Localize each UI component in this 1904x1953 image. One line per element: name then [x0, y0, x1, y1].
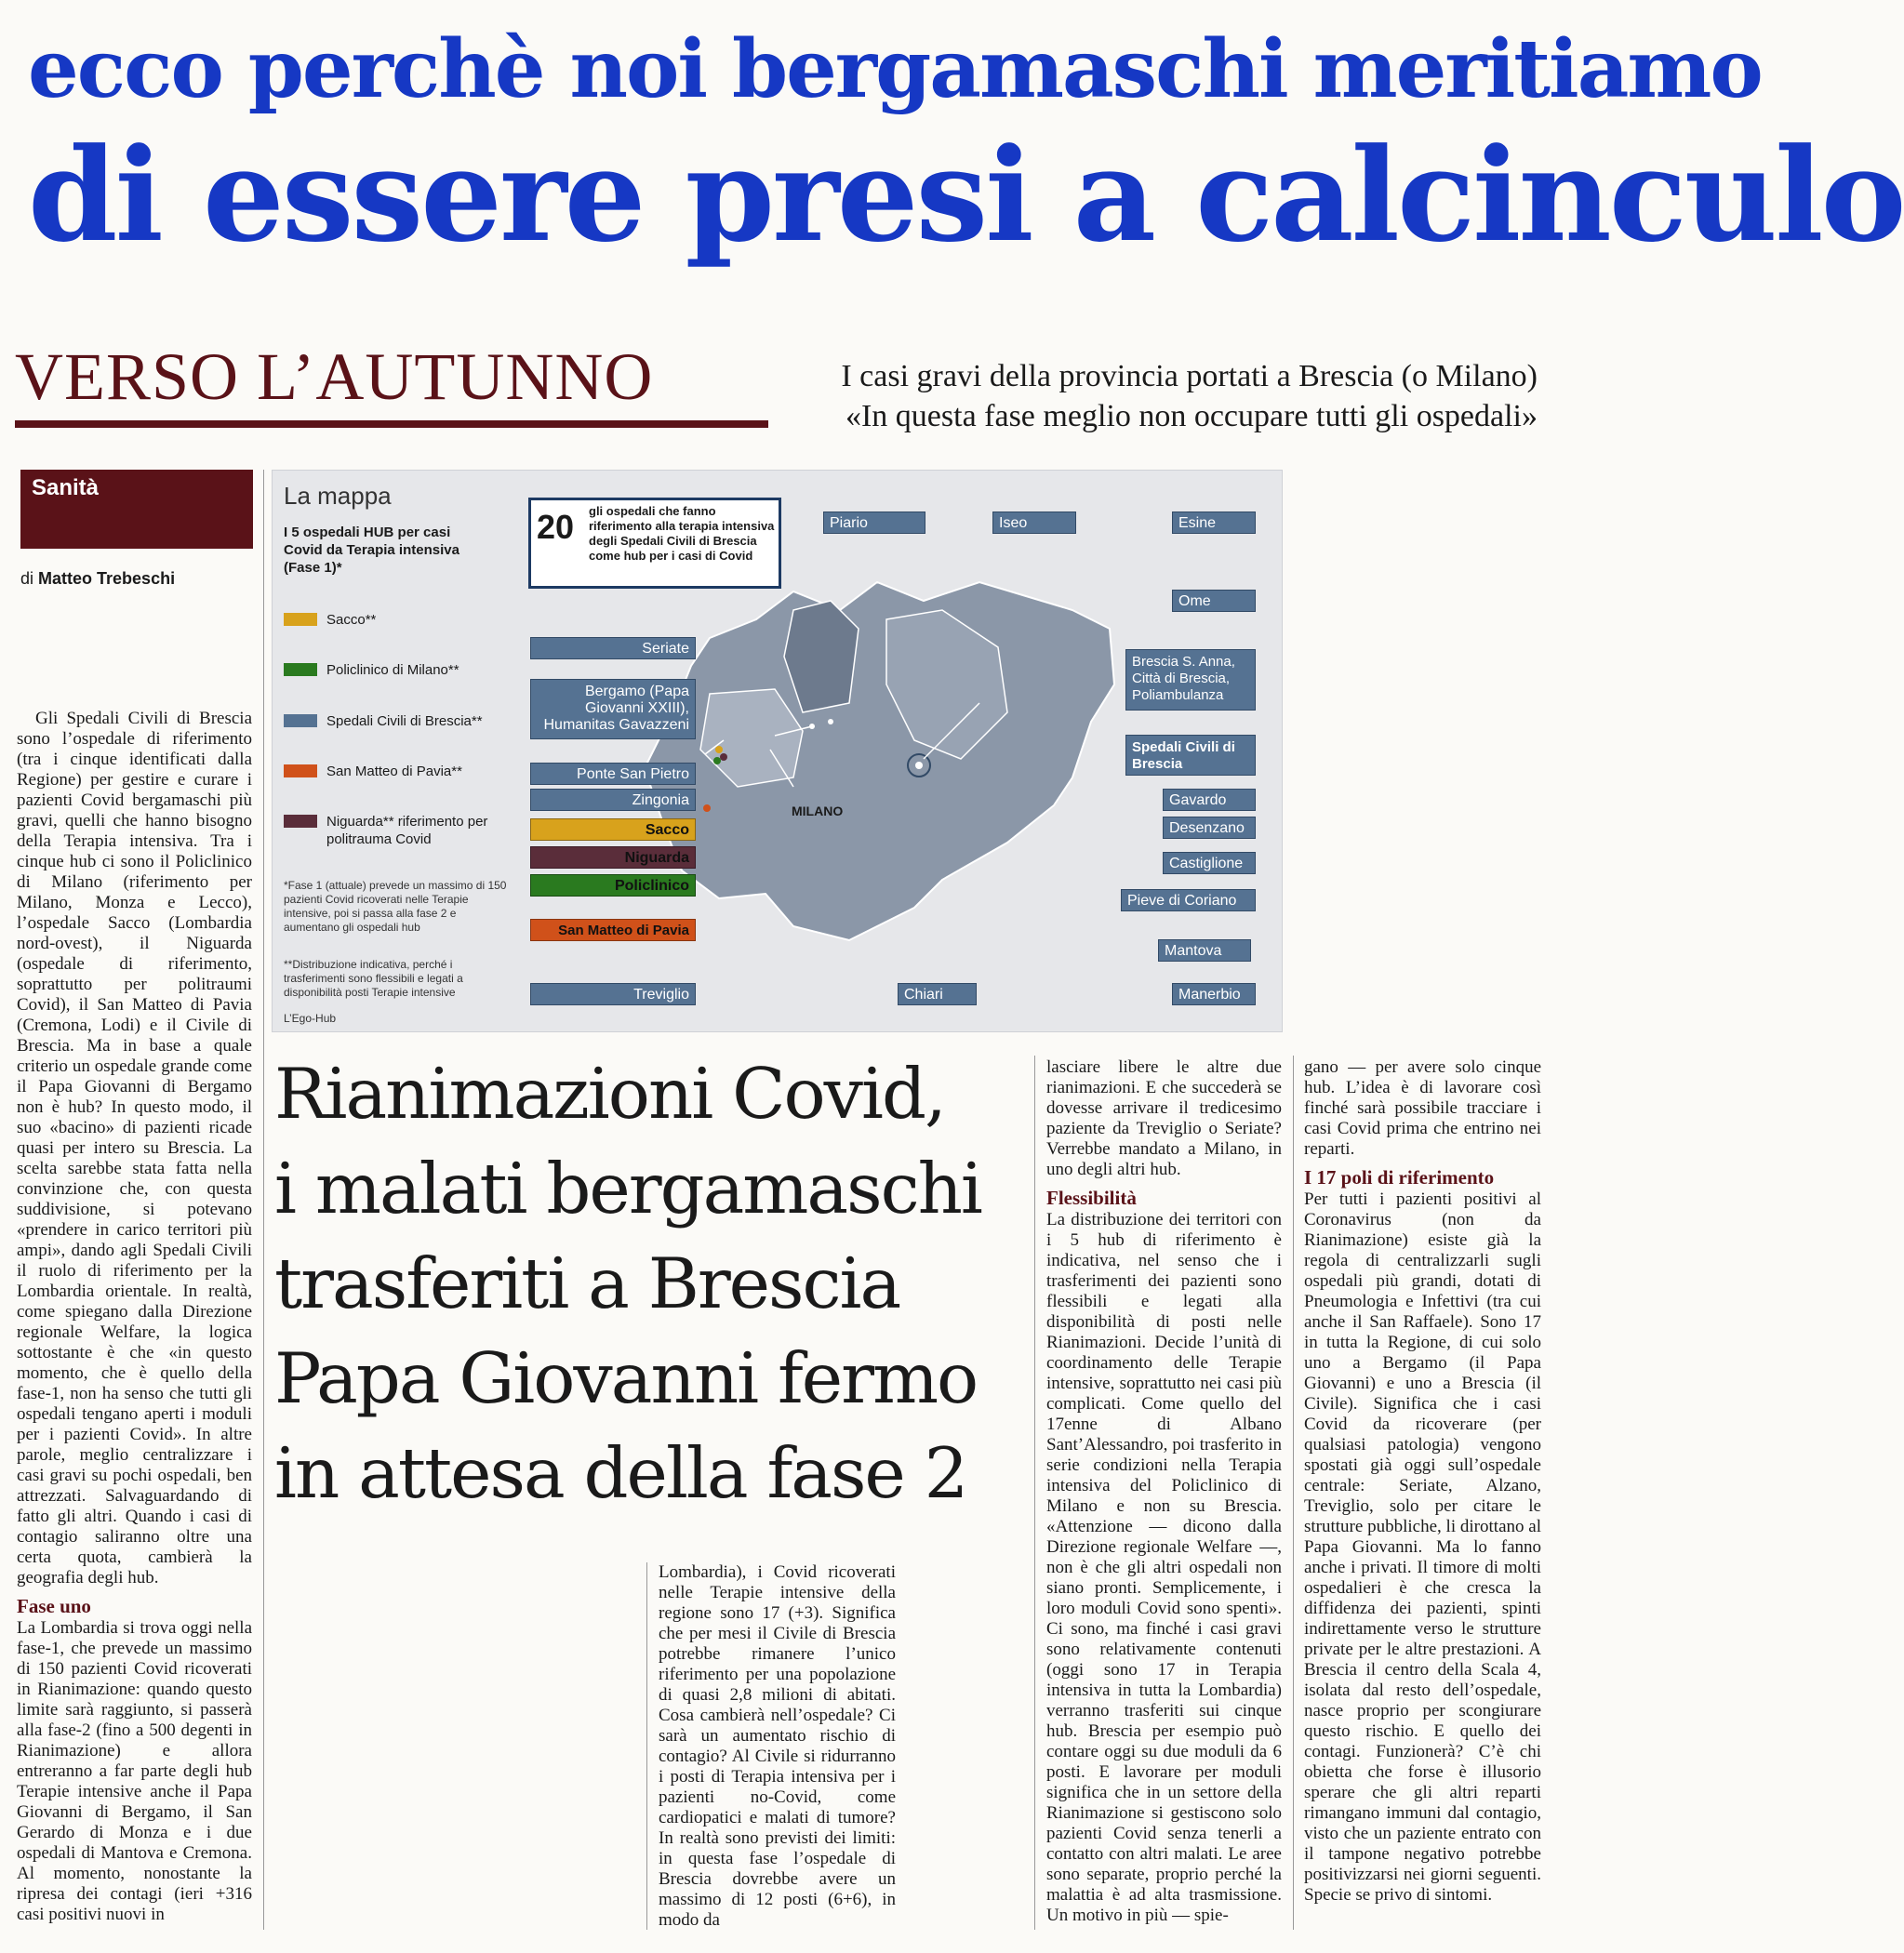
map-label-zingonia: Zingonia [530, 789, 696, 811]
article-headline [274, 1046, 1037, 1521]
legend-swatch [284, 613, 317, 626]
legend-label: Policlinico di Milano** [326, 662, 459, 678]
map-label-desenzano: Desenzano [1163, 817, 1256, 839]
hub-count-box [528, 498, 781, 589]
column-rule [646, 1562, 647, 1930]
map-label-esine: Esine [1172, 512, 1256, 534]
article-column-4 [1304, 1057, 1541, 1906]
legend-label: San Matteo di Pavia** [326, 764, 462, 779]
article-paragraph: Gli Spedali Civili di Brescia sono l’ospedale di riferimento (tra i cinque identificati dalla Regione) per gestire e curare i pazienti Covid bergamaschi più gravi, quelli che hanno bisogno della Terapia intensiva. Tra i cinque hub ci sono il Policlinico di Milano (riferimento per Milano, Monza e Lecco), l’ospedale Sacco (Lombardia nord-ovest), il Niguarda (ospedale di riferimento, soprattutto per politraumi Covid), il San Matteo di Pavia (Cremona, Lodi) e il Civile di Brescia. Ma in base a quale criterio un ospedale grande come il Papa Giovanni di Bergamo non è hub? In questo modo, il suo «bacino» di pazienti ricade quasi per intero su Brescia. La scelta sarebbe stata fatta nella convinzione che, con questa suddivisione, si potevano «prendere in carico territori più ampi», dando agli Spedali Civili il ruolo di riferimento per la Lombardia orientale. In realtà, come spiegano dalla Direzione regionale Welfare, la logica sottostante è che «in questo momento, che è quello della fase-1, non ha senso che tutti gli ospedali tengano aperti i moduli per i pazienti Covid». In altre parole, meglio centralizzare i casi gravi su pochi ospedali, ben attrezzati. Salvaguardando di fatto gli altri. Quando i casi di contagio saliranno oltre una certa quota, cambierà la geografia degli hub. [17, 709, 252, 1588]
article-paragraph: Lombardia), i Covid ricoverati nelle Terapie intensive della regione sono 17 (+3). Significa che per mesi il Civile di Brescia potrebbe rimanere l’unico riferimento per una popolazione di quasi 2,8 milioni di abitati. Cosa cambierà nell’ospedale? Ci sarà un aumentato rischio di contagio? Al Civile si ridurranno i posti di Terapia intensiva per i pazienti no-Covid, come cardiopatici e malati di tumore? In realtà sono previsti dei limiti: in questa fase l’ospedale di Brescia dovrebbe avere un massimo di 12 posti (6+6), in modo da [659, 1562, 896, 1930]
hub-count-number: 20 [537, 508, 575, 546]
map-label-sacco: Sacco [530, 818, 696, 841]
map-note-2: **Distribuzione indicativa, perché i trasferimenti sono flessibili e legati a disponibilità posti Terapie intensive [284, 958, 463, 999]
byline [20, 569, 175, 589]
city-label-milano: MILANO [792, 804, 844, 818]
banner-line-2: di essere presi a calcinculo [28, 119, 1904, 271]
legend-label: Sacco** [326, 612, 377, 628]
legend-label: Spedali Civili di Brescia** [326, 713, 483, 729]
article-paragraph: Per tutti i pazienti positivi al Coronavirus (non da Rianimazione) esiste già la regola di centralizzarli sugli ospedali più grandi, dotati di Pneumologia e Infettivi (tra cui anche il San Raffaele). Sono 17 in tutta la Regione, di cui solo uno a Bergamo (il Papa Giovanni) e uno a Brescia (il Civile). Significa che i casi Covid da ricoverare (per qualsiasi patologia) vengono spostati già oggi sull’ospedale centrale: Seriate, Alzano, Treviglio, solo per citare le strutture pubbliche, li dirottano al Papa Giovanni. Ma lo fanno anche i privati. Il timore di molti ospedalieri è che cresca la diffidenza dei pazienti, spinti indirettamente verso le strutture private per le altre prestazioni. A Brescia il centro della Scala 4, isolata dal resto dell’ospedale, nasce proprio per scongiurare questo rischio. E quello dei contagi. Funzionerà? C’è chi obietta che forse è illusorio sperare che gli altri reparti rimangano immuni dal contagio, visto che un paziente entrato con il tampone negativo potrebbe positivizzarsi nei giorni seguenti. Specie se privo di sintomi. [1304, 1189, 1541, 1905]
article-column-2 [659, 1562, 896, 1931]
map-label-chiari: Chiari [898, 983, 977, 1005]
article-paragraph: La Lombardia si trova oggi nella fase-1, che prevede un massimo di 150 pazienti Covid ricoverati in Rianimazione: quando questo limite sarà raggiunto, si passerà alla fase-2 (fino a 500 degenti in Rianimazione) e allora entreranno a far parte degli hub Terapie intensive anche il Papa Giovanni di Bergamo, il San Gerardo di Monza e i due ospedali di Mantova e Cremona. Al momento, nonostante la ripresa dei contagi (ieri +316 casi positivi nuovi in [17, 1618, 252, 1924]
deck-line-1: I casi gravi della provincia portati a Brescia (o Milano) [841, 359, 1538, 393]
headline-line: i malati bergamaschi [274, 1148, 981, 1229]
map-label-san-matteo-pavia: San Matteo di Pavia [530, 919, 696, 941]
column-rule [1293, 1056, 1294, 1930]
section-rule [15, 420, 768, 428]
map-label-mantova: Mantova [1158, 939, 1251, 962]
map-label-gavardo: Gavardo [1163, 789, 1256, 811]
map-label-castiglione: Castiglione [1163, 852, 1256, 874]
map-label-ome: Ome [1172, 590, 1256, 612]
rubric-label: Sanità [32, 475, 100, 500]
map-label-niguarda: Niguarda [530, 846, 696, 869]
subheading-flessibilita: Flessibilità [1046, 1187, 1137, 1209]
subheading-17-poli: I 17 poli di riferimento [1304, 1166, 1495, 1189]
rubric-tag [20, 470, 253, 549]
headline-line: trasferiti a Brescia [274, 1242, 900, 1324]
map-label-bergamo: Bergamo (Papa Giovanni XXIII), Humanitas Gavazzeni [530, 679, 696, 739]
article-paragraph: lasciare libere le altre due rianimazioni. E che succederà se dovesse arrivare il tredicesimo paziente da Treviglio o Seriate? Verrebbe mandato a Milano, in uno degli altri hub. [1046, 1057, 1282, 1179]
article-column-1 [17, 709, 252, 1925]
map-label-spedali-civili: Spedali Civili di Brescia [1125, 735, 1256, 776]
deck-line-2: «In questa fase meglio non occupare tutti gli ospedali» [845, 399, 1538, 433]
legend-swatch [284, 815, 317, 828]
banner-line-1: ecco perchè noi bergamaschi meritiamo [28, 22, 1762, 116]
byline-author: Matteo Trebeschi [38, 569, 176, 588]
map-label-pieve-di-coriano: Pieve di Coriano [1121, 889, 1256, 911]
column-rule [263, 470, 264, 1930]
byline-prefix: di [20, 569, 34, 588]
subheading-fase-uno: Fase uno [17, 1595, 91, 1617]
headline-line: Papa Giovanni fermo [274, 1337, 978, 1419]
legend-swatch [284, 714, 317, 727]
legend-swatch [284, 663, 317, 676]
section-title: VERSO L’AUTUNNO [15, 339, 654, 414]
article-column-3 [1046, 1057, 1282, 1926]
map-title: La mappa [284, 482, 392, 510]
article-paragraph: gano — per avere solo cinque hub. L’idea è di lavorare così finché sarà possibile tracciare i casi Covid prima che entrino nei reparti. [1304, 1057, 1541, 1159]
headline-line: in attesa della fase 2 [274, 1432, 967, 1514]
map-label-seriate: Seriate [530, 637, 696, 659]
hub-count-text: gli ospedali che fanno riferimento alla terapia intensiva degli Spedali Civili di Brescia come hub per i casi di Covid [589, 504, 775, 563]
legend-label: Niguarda** riferimento per politrauma Covid [326, 814, 488, 847]
map-label-ponte-san-pietro: Ponte San Pietro [530, 763, 696, 785]
map-legend-title: I 5 ospedali HUB per casi Covid da Terapia intensiva (Fase 1)* [284, 525, 459, 576]
legend-swatch [284, 764, 317, 777]
headline-line: Rianimazioni Covid, [274, 1053, 945, 1135]
column-rule [1034, 1056, 1035, 1930]
article-paragraph: La distribuzione dei territori con i 5 hub di riferimento è indicativa, nel senso che i trasferimenti dei pazienti sono flessibili e legati alla disponibilità di posti nelle Rianimazioni. Decide l’unità di coordinamento delle Terapie intensive, soprattutto nei casi più complicati. Come quello del 17enne di Albano Sant’Alessandro, poi trasferito in serie condizioni nella Terapia intensiva del Policlinico di Milano e non su Brescia. «Attenzione — dicono dalla Direzione regionale Welfare —, non è che gli altri ospedali non siano pronti. Semplicemente, i loro moduli Covid sono spenti». Ci sono, ma finché i casi gravi sono relativamente contenuti (oggi sono 17 in Terapia intensiva in tutta la Lombardia) verranno trasferiti sui cinque hub. Brescia per esempio può contare oggi su due moduli da 6 posti. E lavorare per moduli significa che in un settore della Rianimazione si gestiscono solo pazienti Covid senza tenerli a contatto con altri malati. Le aree sono separate, proprio perché la malattia è ad alta trasmissione. Un motivo in più — spie- [1046, 1210, 1282, 1925]
map-label-piario: Piario [823, 512, 925, 534]
map-credit: L’Ego-Hub [284, 1012, 337, 1025]
map-label-iseo: Iseo [992, 512, 1076, 534]
map-label-treviglio: Treviglio [530, 983, 696, 1005]
map-label-policlinico: Policlinico [530, 874, 696, 897]
map-note-1: *Fase 1 (attuale) prevede un massimo di 150 pazienti Covid ricoverati nelle Terapie intensive, poi si passa alla fase 2 e aumentano gli ospedali hub [284, 879, 507, 934]
map-label-brescia-group: Brescia S. Anna, Città di Brescia, Poliambulanza [1125, 649, 1256, 711]
map-label-manerbio: Manerbio [1172, 983, 1256, 1005]
